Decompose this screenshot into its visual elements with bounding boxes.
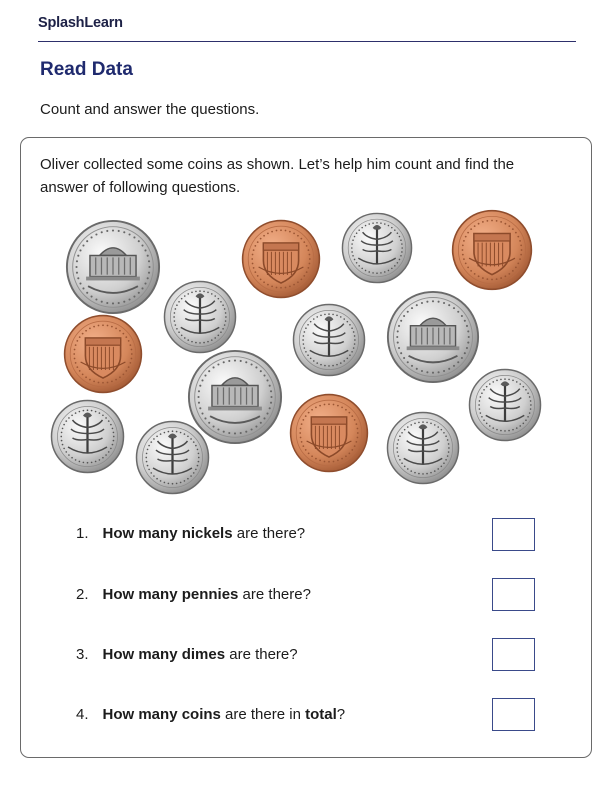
answer-box-4[interactable] bbox=[492, 698, 535, 731]
nickel-coin-icon bbox=[65, 219, 161, 315]
dime-coin-icon bbox=[50, 399, 125, 474]
question-text: are there? bbox=[232, 525, 306, 542]
dime-coin-icon bbox=[135, 420, 210, 495]
question-number: 1. bbox=[76, 525, 89, 542]
question-emphasis: How many dimes bbox=[102, 646, 226, 663]
brand-logo: SplashLearn bbox=[38, 15, 123, 31]
question-number: 3. bbox=[76, 646, 89, 663]
answer-box-1[interactable] bbox=[492, 518, 535, 551]
question-text: ? bbox=[336, 706, 346, 723]
dime-coin-icon bbox=[386, 411, 460, 485]
question-emphasis: How many pennies bbox=[102, 586, 239, 603]
question-number: 4. bbox=[76, 706, 89, 723]
dime-coin-icon bbox=[292, 303, 366, 377]
penny-coin-icon bbox=[289, 393, 369, 473]
question-text: are there? bbox=[238, 586, 311, 603]
question-3 bbox=[76, 646, 298, 663]
header-divider bbox=[38, 41, 576, 42]
penny-coin-icon bbox=[451, 209, 533, 291]
answer-box-3[interactable] bbox=[492, 638, 535, 671]
question-1 bbox=[76, 525, 305, 542]
question-4 bbox=[76, 706, 345, 723]
question-text: are there in bbox=[220, 706, 306, 723]
question-emphasis: How many coins bbox=[102, 706, 221, 723]
nickel-coin-icon bbox=[386, 290, 480, 384]
intro-text: Oliver collected some coins as shown. Let’s help him count and find the answer of following questions. bbox=[40, 156, 515, 196]
instructions: Count and answer the questions. bbox=[40, 101, 260, 118]
question-text: are there? bbox=[225, 646, 298, 663]
page-title: Read Data bbox=[40, 59, 133, 80]
question-emphasis: total bbox=[305, 706, 337, 723]
dime-coin-icon bbox=[341, 212, 413, 284]
dime-coin-icon bbox=[163, 280, 237, 354]
penny-coin-icon bbox=[241, 219, 321, 299]
question-emphasis: How many nickels bbox=[102, 525, 233, 542]
question-2 bbox=[76, 586, 311, 603]
answer-box-2[interactable] bbox=[492, 578, 535, 611]
dime-coin-icon bbox=[468, 368, 542, 442]
question-number: 2. bbox=[76, 586, 89, 603]
penny-coin-icon bbox=[63, 314, 143, 394]
